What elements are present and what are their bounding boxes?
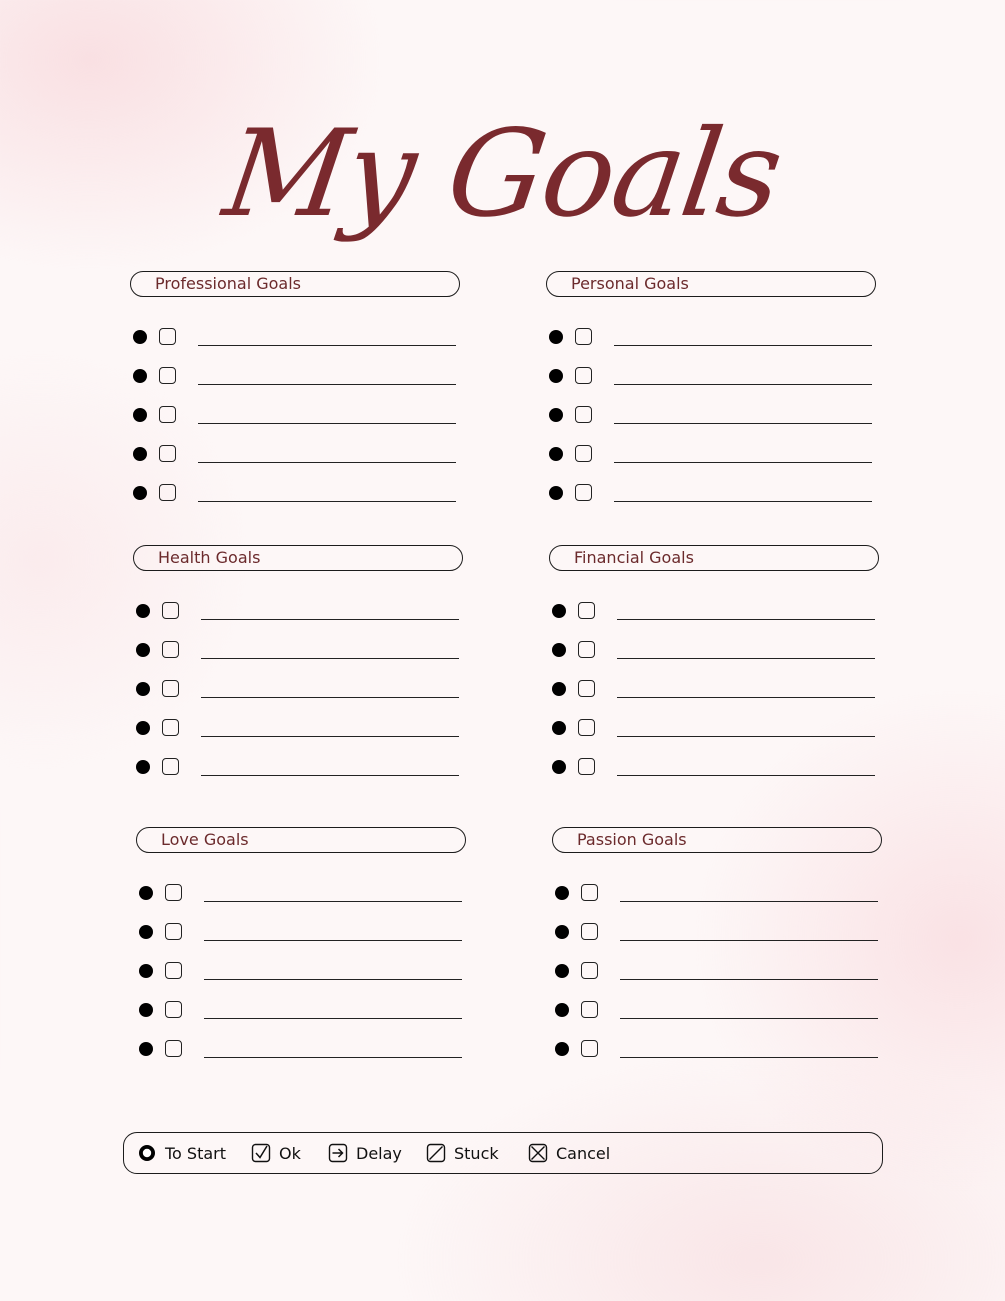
goal-entry-line[interactable]	[201, 658, 459, 659]
goal-row	[552, 1001, 882, 1040]
goal-row	[130, 328, 460, 367]
section-header: Financial Goals	[549, 545, 879, 571]
section-header: Health Goals	[133, 545, 463, 571]
goal-checkbox[interactable]	[159, 406, 176, 423]
page-title: My Goals	[216, 105, 789, 244]
legend-stuck	[426, 1142, 499, 1164]
goal-row	[133, 602, 463, 641]
bullet-icon	[139, 964, 153, 978]
legend-label: Ok	[279, 1143, 301, 1163]
goal-checkbox[interactable]	[578, 641, 595, 658]
goal-entry-line[interactable]	[617, 658, 875, 659]
bullet-icon	[139, 925, 153, 939]
bullet-icon	[133, 486, 147, 500]
checkbox-x-icon	[528, 1143, 548, 1163]
goal-checkbox[interactable]	[575, 406, 592, 423]
goal-checkbox[interactable]	[165, 962, 182, 979]
section-passion-goals	[552, 827, 882, 1079]
goal-row	[133, 641, 463, 680]
goal-entry-line[interactable]	[198, 423, 456, 424]
bullet-icon	[136, 604, 150, 618]
goal-checkbox[interactable]	[575, 445, 592, 462]
goal-checkbox[interactable]	[575, 367, 592, 384]
goal-row	[552, 884, 882, 923]
goal-checkbox[interactable]	[581, 884, 598, 901]
goal-entry-line[interactable]	[198, 384, 456, 385]
goal-row	[136, 923, 466, 962]
goal-checkbox[interactable]	[162, 602, 179, 619]
section-professional-goals	[130, 271, 460, 523]
bullet-icon	[136, 643, 150, 657]
goal-checkbox[interactable]	[159, 445, 176, 462]
bullet-icon	[552, 604, 566, 618]
goal-row	[549, 641, 879, 680]
goal-entry-line[interactable]	[620, 1018, 878, 1019]
goal-checkbox[interactable]	[575, 484, 592, 501]
bullet-icon	[133, 408, 147, 422]
goal-entry-line[interactable]	[198, 501, 456, 502]
goal-row	[549, 758, 879, 797]
goal-entry-line[interactable]	[620, 1057, 878, 1058]
bullet-icon	[136, 760, 150, 774]
goal-row	[549, 680, 879, 719]
goal-row	[546, 406, 876, 445]
goal-entry-line[interactable]	[201, 736, 459, 737]
goal-row	[552, 923, 882, 962]
goal-row	[552, 1040, 882, 1079]
legend-delay	[328, 1142, 402, 1164]
goal-entry-line[interactable]	[617, 736, 875, 737]
goal-entry-line[interactable]	[201, 619, 459, 620]
legend-ok	[251, 1142, 301, 1164]
bullet-icon	[552, 760, 566, 774]
goal-entry-line[interactable]	[204, 901, 462, 902]
goal-entry-line[interactable]	[620, 979, 878, 980]
goal-entry-line[interactable]	[198, 345, 456, 346]
checkbox-arrow-icon	[328, 1143, 348, 1163]
goal-entry-line[interactable]	[204, 1057, 462, 1058]
section-health-goals	[133, 545, 463, 797]
goal-row	[549, 602, 879, 641]
goal-checkbox[interactable]	[578, 758, 595, 775]
legend-label: Stuck	[454, 1143, 499, 1163]
legend-label: Cancel	[556, 1143, 611, 1163]
goal-row	[136, 884, 466, 923]
goal-entry-line[interactable]	[617, 775, 875, 776]
goal-checkbox[interactable]	[581, 1001, 598, 1018]
bullet-icon	[552, 643, 566, 657]
section-header: Love Goals	[136, 827, 466, 853]
goal-checkbox[interactable]	[578, 602, 595, 619]
goal-checkbox[interactable]	[162, 641, 179, 658]
section-personal-goals	[546, 271, 876, 523]
bullet-icon	[549, 330, 563, 344]
bullet-icon	[555, 964, 569, 978]
checkbox-check-icon	[251, 1143, 271, 1163]
circle-dot-icon	[137, 1143, 157, 1163]
bullet-icon	[133, 447, 147, 461]
goal-entry-line[interactable]	[620, 901, 878, 902]
goal-row	[136, 962, 466, 1001]
goal-checkbox[interactable]	[165, 1001, 182, 1018]
goal-row	[133, 719, 463, 758]
goal-checkbox[interactable]	[165, 884, 182, 901]
goal-checkbox[interactable]	[575, 328, 592, 345]
goal-row	[546, 328, 876, 367]
bullet-icon	[133, 369, 147, 383]
bullet-icon	[139, 1003, 153, 1017]
bullet-icon	[549, 486, 563, 500]
goal-row	[130, 484, 460, 523]
goal-entry-line[interactable]	[198, 462, 456, 463]
bullet-icon	[133, 330, 147, 344]
bullet-icon	[555, 1042, 569, 1056]
goal-row	[552, 962, 882, 1001]
bullet-icon	[552, 682, 566, 696]
bullet-icon	[139, 1042, 153, 1056]
goal-row	[133, 680, 463, 719]
goal-checkbox[interactable]	[578, 719, 595, 736]
section-love-goals	[136, 827, 466, 1079]
bullet-icon	[549, 408, 563, 422]
goal-checkbox[interactable]	[159, 367, 176, 384]
goal-entry-line[interactable]	[614, 462, 872, 463]
section-header: Personal Goals	[546, 271, 876, 297]
goal-entry-line[interactable]	[204, 979, 462, 980]
legend-cancel	[528, 1142, 610, 1164]
bullet-icon	[555, 1003, 569, 1017]
goal-row	[133, 758, 463, 797]
goal-entry-line[interactable]	[617, 697, 875, 698]
bullet-icon	[555, 925, 569, 939]
checkbox-slash-icon	[426, 1143, 446, 1163]
goal-row	[130, 406, 460, 445]
goal-entry-line[interactable]	[204, 1018, 462, 1019]
status-legend	[123, 1132, 883, 1174]
goal-checkbox[interactable]	[578, 680, 595, 697]
goal-row	[549, 719, 879, 758]
goal-checkbox[interactable]	[162, 719, 179, 736]
goal-checkbox[interactable]	[581, 962, 598, 979]
goal-row	[546, 367, 876, 406]
goal-row	[136, 1040, 466, 1079]
bullet-icon	[139, 886, 153, 900]
goal-checkbox[interactable]	[159, 328, 176, 345]
goal-entry-line[interactable]	[614, 423, 872, 424]
goal-entry-line[interactable]	[614, 345, 872, 346]
goal-checkbox[interactable]	[581, 1040, 598, 1057]
bullet-icon	[552, 721, 566, 735]
bullet-icon	[136, 682, 150, 696]
goal-checkbox[interactable]	[165, 923, 182, 940]
bullet-icon	[549, 447, 563, 461]
legend-to-start	[137, 1142, 226, 1164]
legend-label: Delay	[356, 1143, 402, 1163]
legend-label: To Start	[165, 1143, 227, 1163]
goal-entry-line[interactable]	[201, 697, 459, 698]
section-header: Passion Goals	[552, 827, 882, 853]
bullet-icon	[555, 886, 569, 900]
bullet-icon	[549, 369, 563, 383]
goal-checkbox[interactable]	[159, 484, 176, 501]
goal-row	[136, 1001, 466, 1040]
goal-row	[546, 484, 876, 523]
goal-entry-line[interactable]	[201, 775, 459, 776]
goal-row	[130, 445, 460, 484]
goal-row	[130, 367, 460, 406]
section-header: Professional Goals	[130, 271, 460, 297]
goal-checkbox[interactable]	[581, 923, 598, 940]
goal-entry-line[interactable]	[614, 501, 872, 502]
goal-entry-line[interactable]	[617, 619, 875, 620]
bullet-icon	[136, 721, 150, 735]
goal-entry-line[interactable]	[620, 940, 878, 941]
goal-row	[546, 445, 876, 484]
goal-entry-line[interactable]	[614, 384, 872, 385]
goal-entry-line[interactable]	[204, 940, 462, 941]
goal-checkbox[interactable]	[162, 758, 179, 775]
goal-checkbox[interactable]	[165, 1040, 182, 1057]
goal-checkbox[interactable]	[162, 680, 179, 697]
section-financial-goals	[549, 545, 879, 797]
